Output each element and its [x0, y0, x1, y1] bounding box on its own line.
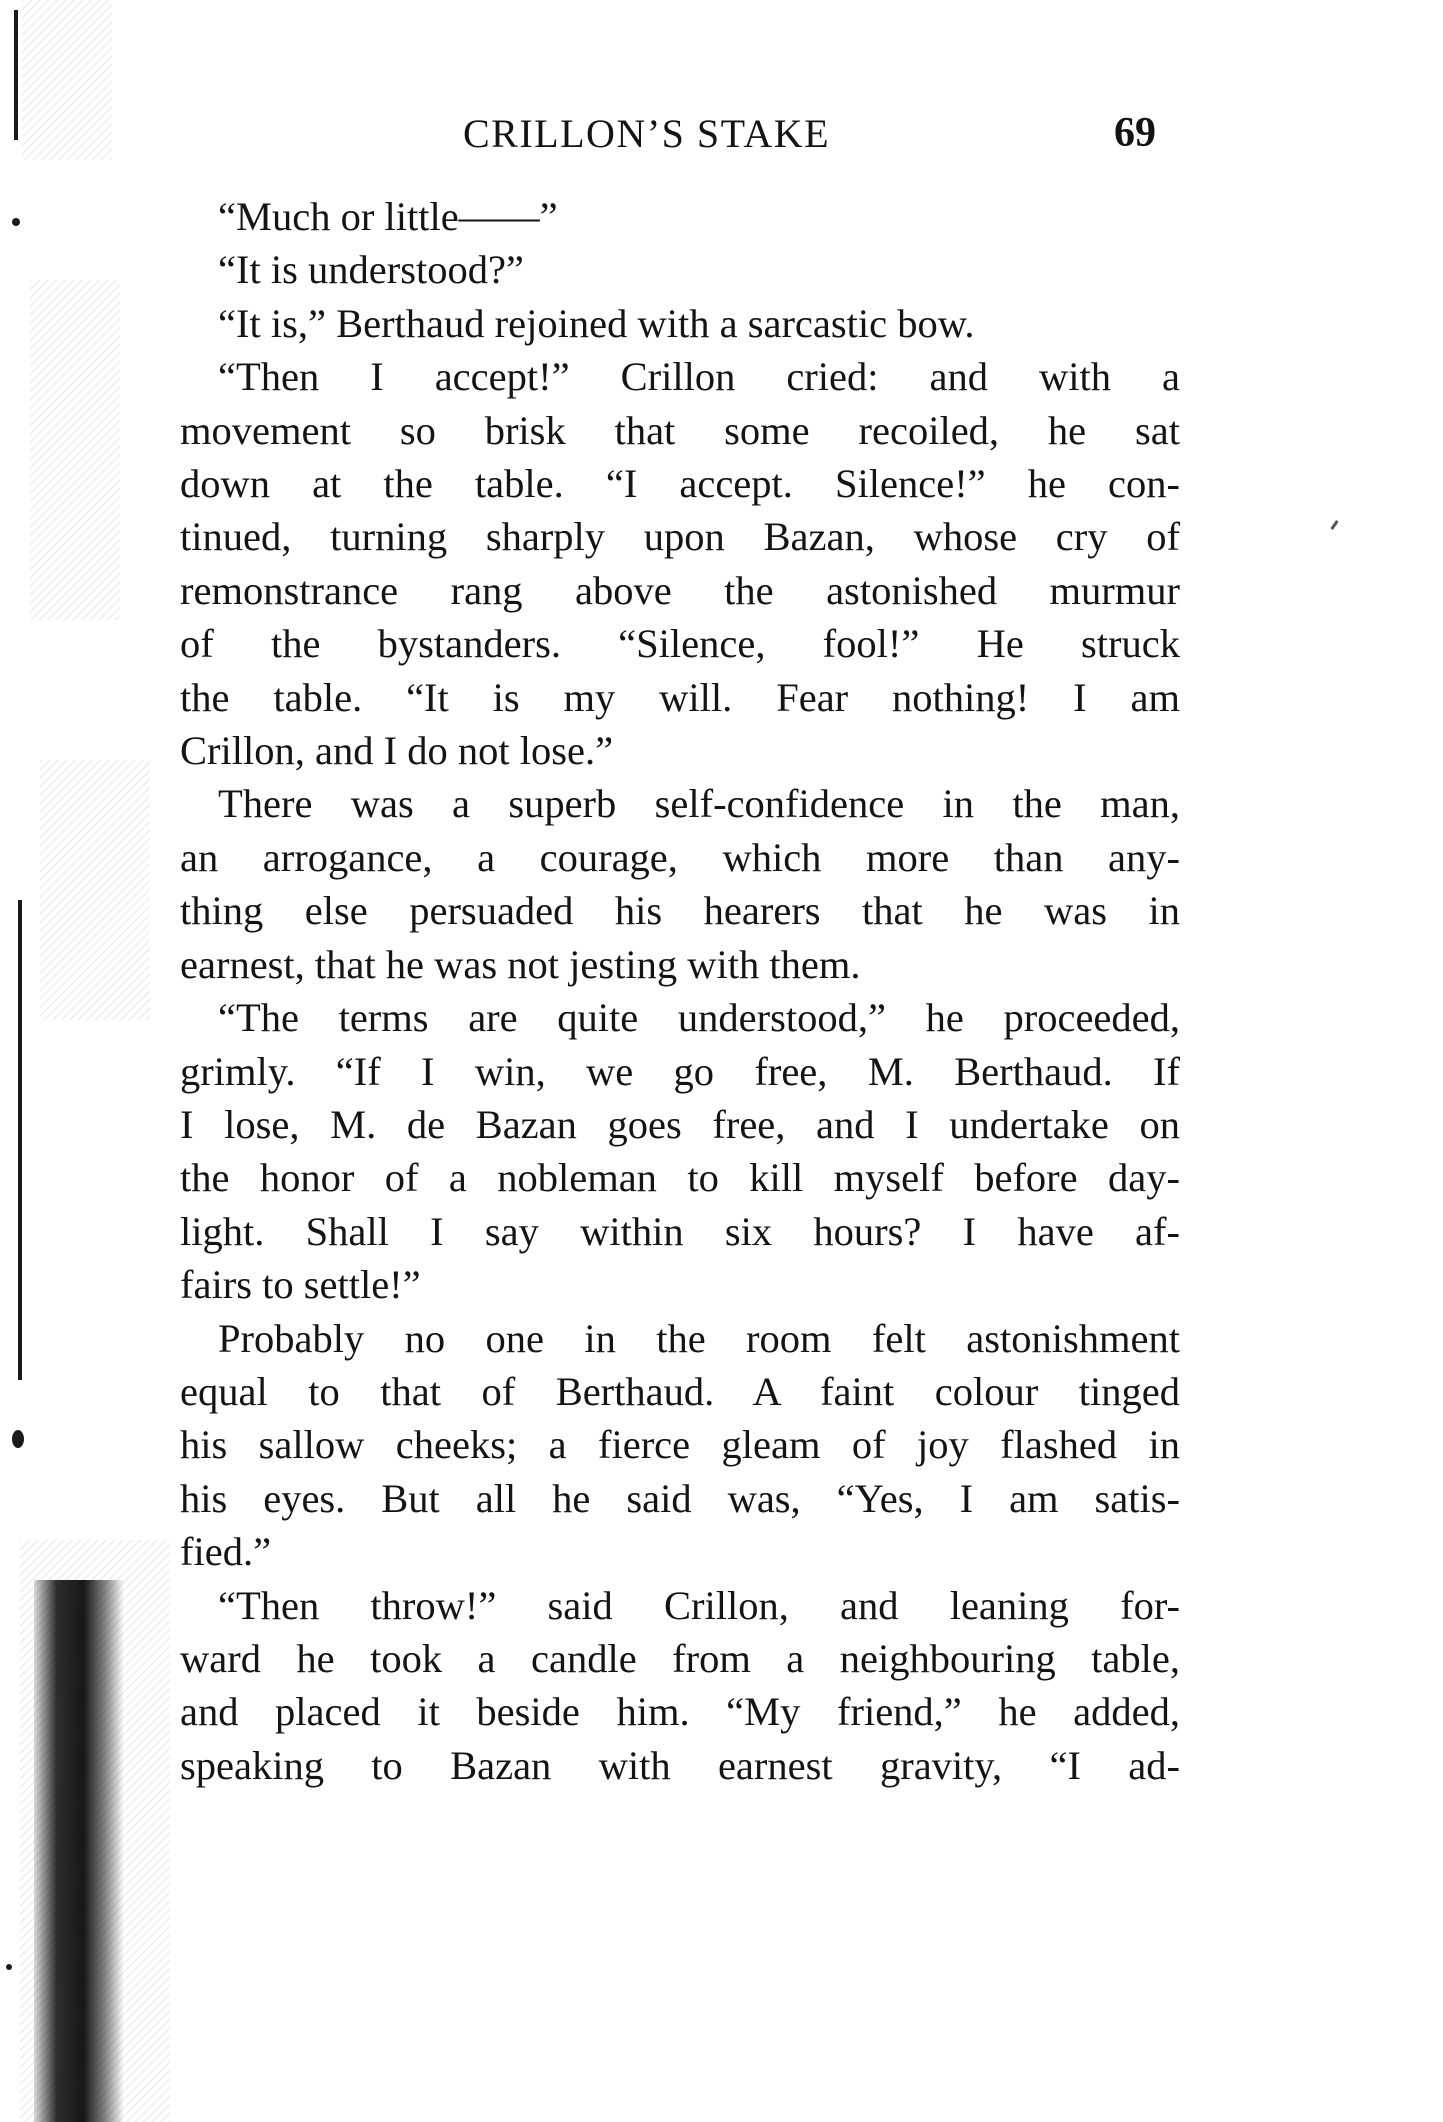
page-number: 69 — [1114, 110, 1156, 156]
text-line: earnest, that he was not jesting with them. — [180, 941, 861, 987]
text-line: grimly. “If I win, we go free, M. Berthaud. If — [180, 1048, 1180, 1094]
gutter-speckle — [40, 760, 150, 1020]
gutter-speckle — [22, 0, 112, 160]
text-line: light. Shall I say within six hours? I have af- — [180, 1208, 1180, 1254]
paragraph — [180, 991, 1180, 1311]
gutter-line — [14, 10, 18, 140]
text-line: thing else persuaded his hearers that he was in — [180, 888, 1180, 934]
text-line: down at the table. “I accept. Silence!” he con- — [180, 461, 1180, 507]
text-line: Crillon, and I do not lose.” — [180, 728, 614, 774]
text-line: “It is,” Berthaud rejoined with a sarcastic bow. — [218, 300, 975, 346]
text-line: equal to that of Berthaud. A faint colour tinged — [180, 1368, 1180, 1414]
text-line: an arrogance, a courage, which more than any- — [180, 834, 1180, 880]
paragraph — [180, 1579, 1180, 1793]
paragraph — [180, 190, 1180, 243]
gutter-shadow — [34, 1580, 124, 2122]
text-line: “Then I accept!” Crillon cried: and with a — [218, 354, 1180, 400]
gutter-dot — [12, 218, 20, 226]
paragraph — [180, 350, 1180, 777]
paragraph — [180, 1312, 1180, 1579]
text-line: “Then throw!” said Crillon, and leaning for- — [218, 1582, 1180, 1628]
gutter-line — [18, 900, 22, 1380]
text-line: fairs to settle!” — [180, 1262, 421, 1308]
text-line: speaking to Bazan with earnest gravity, “I ad- — [180, 1742, 1180, 1788]
text-line: and placed it beside him. “My friend,” he added, — [180, 1689, 1180, 1735]
text-line: “The terms are quite understood,” he proceeded, — [218, 995, 1180, 1041]
gutter-dot — [12, 1430, 24, 1448]
margin-mark — [1330, 520, 1338, 530]
binding-gutter — [0, 0, 190, 2122]
text-line: remonstrance rang above the astonished murmur — [180, 567, 1180, 613]
text-line: movement so brisk that some recoiled, he sat — [180, 407, 1180, 453]
text-line: his sallow cheeks; a fierce gleam of joy flashed in — [180, 1422, 1180, 1468]
text-line: tinued, turning sharply upon Bazan, whose cry of — [180, 514, 1180, 560]
text-line: I lose, M. de Bazan goes free, and I undertake on — [180, 1101, 1180, 1147]
text-line: the table. “It is my will. Fear nothing! I am — [180, 674, 1180, 720]
paragraph — [180, 777, 1180, 991]
text-line: his eyes. But all he said was, “Yes, I am satis- — [180, 1475, 1180, 1521]
running-head: CRILLON’S STAKE — [463, 111, 831, 156]
gutter-dot — [6, 1964, 12, 1970]
text-line: “Much or little——” — [218, 194, 558, 239]
text-line: fied.” — [180, 1529, 272, 1575]
text-line: the honor of a nobleman to kill myself before day- — [180, 1155, 1180, 1201]
body-text — [180, 190, 1180, 1792]
text-line: Probably no one in the room felt astonishment — [218, 1315, 1180, 1361]
text-line: There was a superb self-confidence in the man, — [218, 781, 1180, 827]
text-line: of the bystanders. “Silence, fool!” He struck — [180, 621, 1180, 667]
text-line: “It is understood?” — [218, 247, 524, 293]
paragraph — [180, 243, 1180, 296]
text-line: ward he took a candle from a neighbouring table, — [180, 1635, 1180, 1681]
paragraph — [180, 297, 1180, 350]
gutter-speckle — [30, 280, 120, 620]
